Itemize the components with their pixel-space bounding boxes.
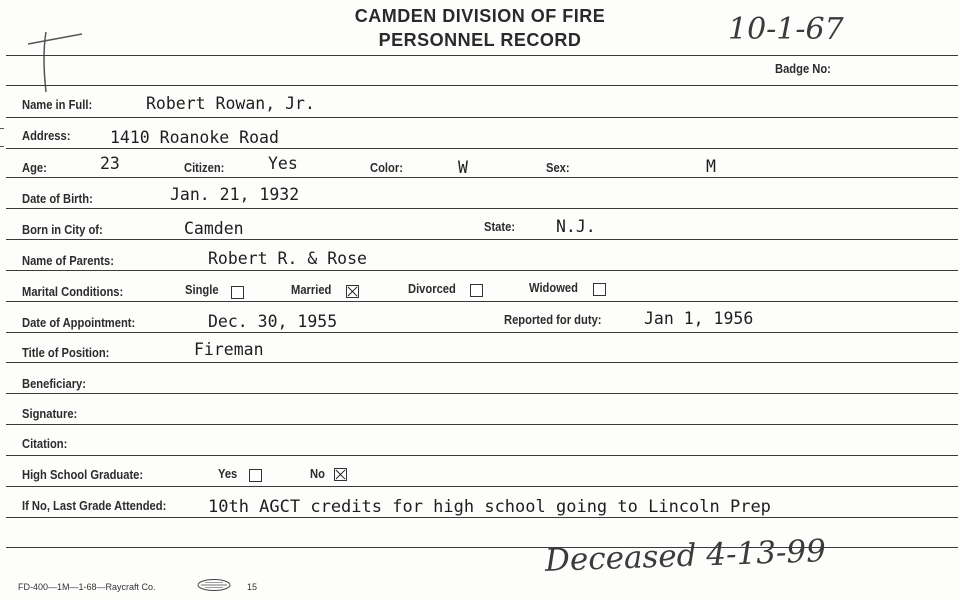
- color-value: W: [458, 158, 468, 177]
- signature-label: Signature:: [22, 406, 78, 421]
- dob-value: Jan. 21, 1932: [170, 185, 300, 204]
- state-value: N.J.: [556, 217, 596, 236]
- divorced-label: Divorced: [408, 281, 456, 296]
- rule-8: [6, 301, 958, 302]
- married-label: Married: [291, 282, 332, 297]
- rule-16: [6, 547, 958, 548]
- divorced-checkbox[interactable]: [470, 284, 483, 297]
- badge-label: Badge No:: [775, 61, 831, 76]
- citizen-label: Citizen:: [184, 160, 225, 175]
- reported-value: Jan 1, 1956: [644, 309, 754, 328]
- rule-top: [6, 55, 958, 56]
- rule-3: [6, 148, 958, 149]
- appointment-value: Dec. 30, 1955: [208, 312, 338, 331]
- widowed-label: Widowed: [529, 280, 578, 295]
- reported-label: Reported for duty:: [504, 312, 602, 327]
- union-label-icon: [196, 578, 232, 592]
- rule-13: [6, 455, 958, 456]
- dob-label: Date of Birth:: [22, 191, 93, 206]
- position-label: Title of Position:: [22, 345, 110, 360]
- color-label: Color:: [370, 160, 403, 175]
- appointment-label: Date of Appointment:: [22, 315, 136, 330]
- hs-no-checkbox[interactable]: [334, 468, 347, 481]
- hs-yes-label: Yes: [218, 466, 238, 481]
- single-checkbox[interactable]: [231, 286, 244, 299]
- rule-11: [6, 393, 958, 394]
- rule-7: [6, 270, 958, 271]
- position-value: Fireman: [194, 340, 264, 359]
- hs-label: High School Graduate:: [22, 467, 144, 482]
- hs-yes-checkbox[interactable]: [249, 469, 262, 482]
- born-city-label: Born in City of:: [22, 222, 103, 237]
- single-label: Single: [185, 282, 219, 297]
- rule-12: [6, 424, 958, 425]
- rule-1: [6, 85, 958, 86]
- sex-label: Sex:: [546, 160, 570, 175]
- rule-2: [6, 117, 958, 118]
- widowed-checkbox[interactable]: [593, 283, 606, 296]
- age-label: Age:: [22, 160, 47, 175]
- rule-5: [6, 208, 958, 209]
- married-checkbox[interactable]: [346, 285, 359, 298]
- page-number: 15: [247, 582, 258, 592]
- parents-label: Name of Parents:: [22, 253, 114, 268]
- address-value: 1410 Roanoke Road: [110, 128, 279, 147]
- form-code: FD-400—1M—1-68—Raycraft Co.: [18, 582, 156, 592]
- rule-10: [6, 362, 958, 363]
- form-title-line1: CAMDEN DIVISION OF FIRE: [354, 6, 606, 26]
- edge-mark: [0, 128, 4, 129]
- address-label: Address:: [22, 128, 71, 143]
- born-city-value: Camden: [184, 219, 244, 238]
- parents-value: Robert R. & Rose: [208, 249, 367, 268]
- handwritten-date: 10-1-67: [728, 12, 844, 47]
- hs-no-label: No: [310, 466, 325, 481]
- deceased-note: Deceased 4-13-99: [544, 533, 827, 579]
- edge-mark: [0, 146, 4, 147]
- age-value: 23: [100, 154, 120, 173]
- last-grade-label: If No, Last Grade Attended:: [22, 498, 167, 513]
- rule-9: [6, 332, 958, 333]
- form-title-line2: PERSONNEL RECORD: [378, 30, 582, 50]
- sex-value: M: [706, 157, 716, 176]
- rule-4: [6, 177, 958, 178]
- rule-6: [6, 239, 958, 240]
- rule-14: [6, 486, 958, 487]
- last-grade-value: 10th AGCT credits for high school going to Lincoln Prep: [208, 497, 771, 517]
- state-label: State:: [484, 219, 516, 234]
- name-value: Robert Rowan, Jr.: [146, 94, 315, 113]
- citizen-value: Yes: [268, 154, 298, 173]
- rule-15: [6, 517, 958, 518]
- marital-label: Marital Conditions:: [22, 284, 124, 299]
- beneficiary-label: Beneficiary:: [22, 376, 87, 391]
- name-label: Name in Full:: [22, 97, 93, 112]
- citation-label: Citation:: [22, 436, 68, 451]
